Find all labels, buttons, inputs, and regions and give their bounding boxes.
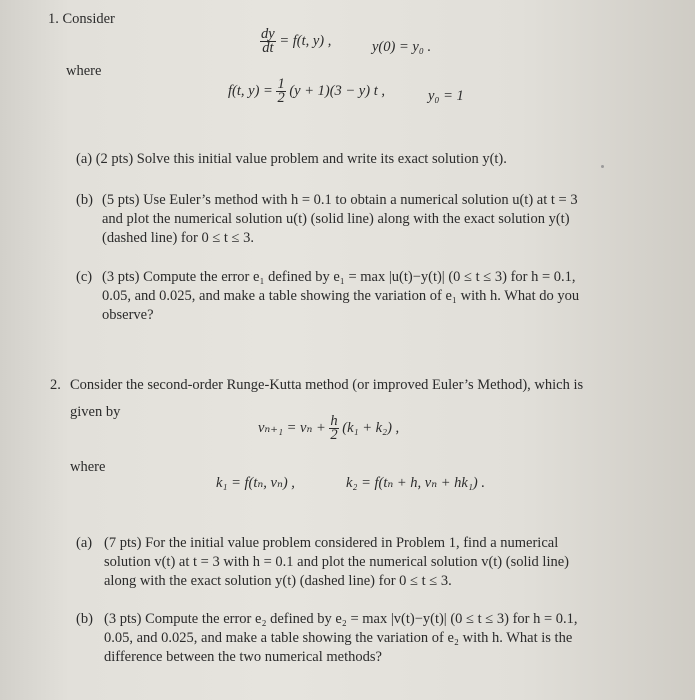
problem-1-part-b-label: (b) (76, 192, 93, 208)
problem-1-where: where (66, 63, 102, 79)
ode-rhs: = f(t, y) , (279, 32, 332, 49)
part-a-text: (2 pts) Solve this initial value problem and write its exact solution y(t). (95, 151, 507, 167)
problem-2-part-a-line-2: solution v(t) at t = 3 with h = 0.1 and plot the numerical solution v(t) (solid line) (104, 554, 569, 570)
problem-1-intro: Consider (62, 11, 115, 27)
problem-2-line-1: Consider the second-order Runge-Kutta method (or improved Euler’s Method), which is (70, 377, 584, 393)
f-definition (228, 78, 385, 105)
problem-1-part-c-label: (c) (76, 269, 93, 285)
f-coefficient-denominator: 2 (277, 90, 285, 106)
problem-1-part-c-line-2: 0.05, and 0.025, and make a table showing the variation of e₁ with h. What do you (102, 288, 580, 304)
part-a-label: (a) (76, 151, 93, 167)
problem-2-part-b-line-1: (3 pts) Compute the error e₂ defined by e₂ = max |v(t)−y(t)| (0 ≤ t ≤ 3) for h = 0.1, (104, 611, 578, 627)
rk-lhs: vₙ₊₁ = vₙ + (258, 419, 326, 436)
k2-definition: k₂ = f(tₙ + h, vₙ + hk₁) . (346, 475, 485, 491)
problem-2-part-b-label: (b) (76, 611, 93, 627)
rk-coefficient-numerator: h (330, 413, 338, 429)
problem-2-part-a-line-3: along with the exact solution y(t) (dashed line) for 0 ≤ t ≤ 3. (104, 573, 452, 589)
f-lhs: f(t, y) = (228, 82, 273, 99)
f-coefficient (276, 78, 285, 105)
problem-1-part-a (76, 150, 507, 169)
ode-derivative-numerator: dy (261, 26, 275, 42)
problem-1-heading (48, 10, 115, 29)
problem-1-part-c-line-3: observe? (102, 307, 154, 323)
problem-2-part-a-label: (a) (76, 535, 93, 551)
problem-1-part-c-line-1: (3 pts) Compute the error e₁ defined by e₁ = max |u(t)−y(t)| (0 ≤ t ≤ 3) for h = 0.1, (102, 269, 576, 285)
paper-speck (601, 165, 604, 168)
problem-1-part-b-line-3: (dashed line) for 0 ≤ t ≤ 3. (102, 230, 255, 246)
y0-value: y₀ = 1 (428, 88, 464, 104)
initial-condition: y(0) = y₀ . (372, 39, 432, 55)
problem-2-number: 2. (50, 377, 61, 393)
problem-1-number: 1. (48, 11, 59, 27)
problem-1-part-b-line-2: and plot the numerical solution u(t) (solid line) along with the exact solution y(t) (102, 211, 570, 227)
problem-2-line-2: given by (70, 404, 121, 420)
problem-2-part-b-line-3: difference between the two numerical methods? (104, 649, 382, 665)
rk-coefficient (329, 415, 338, 442)
problem-2-where: where (70, 459, 106, 475)
ode-derivative-denominator: dt (262, 40, 274, 56)
problem-1-part-b-line-1: (5 pts) Use Euler’s method with h = 0.1 to obtain a numerical solution u(t) at t = 3 (102, 192, 578, 208)
f-coefficient-numerator: 1 (277, 76, 285, 92)
k1-definition: k₁ = f(tₙ, vₙ) , (216, 475, 295, 491)
ode-equation (260, 28, 331, 55)
ode-derivative (260, 28, 276, 55)
f-rhs: (y + 1)(3 − y) t , (289, 82, 385, 99)
rk-rhs: (k₁ + k₂) , (342, 419, 400, 436)
rk-equation (258, 415, 399, 442)
rk-coefficient-denominator: 2 (330, 427, 338, 443)
problem-2-part-a-line-1: (7 pts) For the initial value problem considered in Problem 1, find a numerical (104, 535, 559, 551)
problem-2-part-b-line-2: 0.05, and 0.025, and make a table showing the variation of e₂ with h. What is the (104, 630, 573, 646)
